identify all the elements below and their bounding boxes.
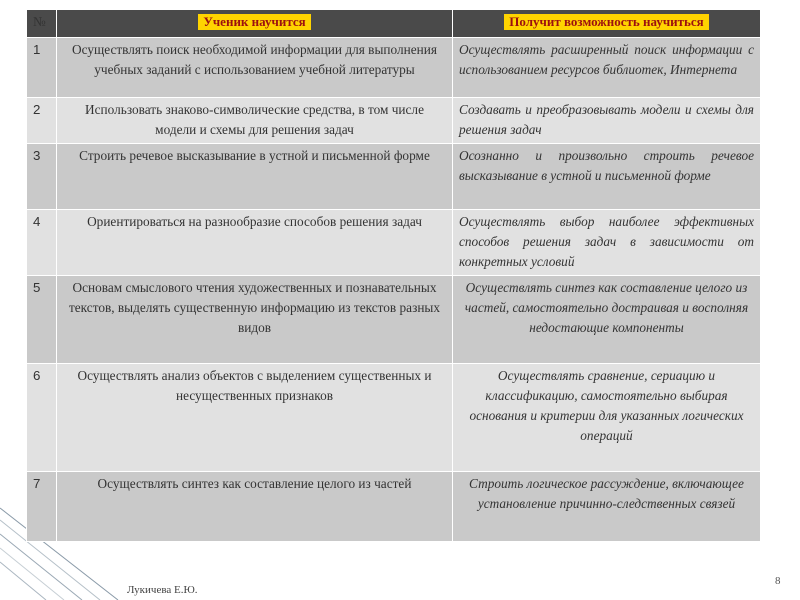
row-number: 7 [27, 472, 57, 542]
table-row [27, 210, 761, 276]
header-opportunity-label: Получит возможность научиться [504, 14, 708, 30]
learn-cell: Использовать знаково-символические средства, в том числе модели и схемы для решения задач [57, 98, 453, 144]
learn-cell: Строить речевое высказывание в устной и письменной форме [57, 144, 453, 210]
row-number: 5 [27, 276, 57, 364]
page-number: 8 [775, 575, 781, 587]
learn-cell: Осуществлять поиск необходимой информации для выполнения учебных заданий с использованием учебной литературы [57, 38, 453, 98]
opportunity-cell: Осуществлять синтез как составление целого из частей, самостоятельно достраивая и восполняя недостающие компоненты [453, 276, 761, 364]
learn-cell: Основам смыслового чтения художественных и познавательных текстов, выделять существенную информацию из текстов разных видов [57, 276, 453, 364]
table-row [27, 364, 761, 472]
table-row [27, 98, 761, 144]
table-row [27, 144, 761, 210]
table-row [27, 472, 761, 542]
row-number: 4 [27, 210, 57, 276]
table-row [27, 276, 761, 364]
row-number: 3 [27, 144, 57, 210]
learn-cell: Осуществлять анализ объектов с выделением существенных и несущественных признаков [57, 364, 453, 472]
header-learn-label: Ученик научится [198, 14, 310, 30]
header-opportunity [453, 10, 761, 38]
opportunity-cell: Осуществлять сравнение, сериацию и классификацию, самостоятельно выбирая основания и критерии для указанных логических операций [453, 364, 761, 472]
row-number: 6 [27, 364, 57, 472]
row-number: 1 [27, 38, 57, 98]
table-header-row [27, 10, 761, 38]
learn-cell: Осуществлять синтез как составление целого из частей [57, 472, 453, 542]
table-row [27, 38, 761, 98]
learn-cell: Ориентироваться на разнообразие способов решения задач [57, 210, 453, 276]
row-number: 2 [27, 98, 57, 144]
opportunity-cell: Создавать и преобразовывать модели и схемы для решения задач [453, 98, 761, 144]
opportunity-cell: Осознанно и произвольно строить речевое высказывание в устной и письменной форме [453, 144, 761, 210]
opportunity-cell: Строить логическое рассуждение, включающее установление причинно-следственных связей [453, 472, 761, 542]
opportunity-cell: Осуществлять расширенный поиск информации с использованием ресурсов библиотек, Интернета [453, 38, 761, 98]
opportunity-cell: Осуществлять выбор наиболее эффективных способов решения задач в зависимости от конкретных условий [453, 210, 761, 276]
learning-outcomes-table [26, 9, 761, 542]
header-learn [57, 10, 453, 38]
header-number: № [27, 10, 57, 38]
footer-author: Лукичева Е.Ю. [127, 584, 198, 596]
